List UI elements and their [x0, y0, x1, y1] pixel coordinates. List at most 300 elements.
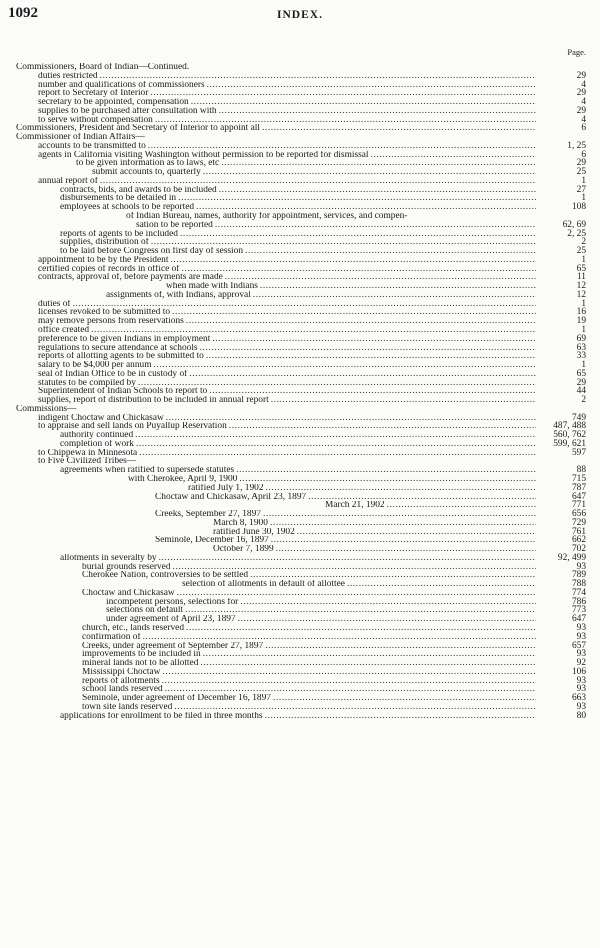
entry-text: allotments in severalty by — [60, 553, 157, 563]
entry-page-ref: 93 — [576, 649, 586, 660]
dot-leader — [253, 291, 536, 300]
entry-page-ref: 29 — [576, 377, 586, 388]
dot-leader — [200, 344, 536, 353]
dot-leader — [273, 694, 536, 703]
entry-page-ref: 1 — [581, 254, 586, 265]
entry-text: sation to be reported — [136, 220, 213, 230]
index-entry — [0, 615, 600, 624]
entry-page-ref: 69 — [576, 333, 586, 344]
index-entry — [0, 63, 600, 72]
dot-leader — [162, 668, 536, 677]
entry-page-ref: 44 — [576, 386, 586, 397]
entry-text: burial grounds reserved — [82, 562, 171, 572]
entry-page-ref: 11 — [576, 272, 586, 283]
entry-text: Commissioners, Board of Indian—Continued. — [16, 63, 190, 72]
entry-leader — [38, 116, 536, 125]
dot-leader — [189, 370, 536, 379]
index-entry — [0, 98, 600, 107]
entry-text: supplies, distribution of — [60, 238, 149, 248]
dot-leader — [203, 168, 536, 177]
index-entry — [0, 230, 600, 239]
entry-text: report to Secretary of Interior — [38, 89, 149, 99]
index-entry — [0, 335, 600, 344]
dot-leader — [263, 510, 536, 519]
entry-page-ref: 702 — [571, 544, 586, 555]
dot-leader — [200, 659, 536, 668]
entry-page-ref: 560, 762 — [553, 430, 586, 441]
entry-page-ref: 27 — [576, 184, 586, 195]
entry-leader — [38, 142, 536, 151]
entry-leader — [60, 203, 536, 212]
entry-page-ref: 774 — [571, 587, 586, 598]
entry-text: Creeks, under agreement of September 27, 1897 — [82, 641, 264, 651]
entry-page-ref: 487, 488 — [553, 421, 586, 432]
dot-leader — [91, 326, 536, 335]
index-entry — [0, 361, 600, 370]
entry-text: selections on default — [106, 606, 184, 616]
entry-text: authority continued — [60, 431, 134, 440]
entry-page-ref: 656 — [571, 509, 586, 520]
entry-page-ref: 6 — [581, 149, 586, 160]
entry-text: submit accounts to, quarterly — [92, 168, 201, 177]
index-entry — [0, 273, 600, 282]
entry-leader — [38, 370, 536, 379]
entry-page-ref: 25 — [576, 246, 586, 257]
entry-text: Commissioners, President and Secretary of Interior to appoint all — [16, 124, 260, 134]
index-entry — [0, 352, 600, 361]
entry-text: secretary to be appointed, compensation — [38, 98, 189, 107]
entry-page-ref: 647 — [571, 491, 586, 502]
index-entries — [0, 63, 600, 720]
dot-leader — [225, 273, 536, 282]
entry-leader — [213, 545, 536, 554]
entry-leader — [38, 256, 536, 265]
entry-text: disbursements to be detailed in — [60, 194, 177, 204]
entry-text: salary to be $4,000 per annum — [38, 361, 152, 370]
page-number: 1092 — [8, 5, 38, 21]
entry-text: may remove persons from reservations — [38, 317, 184, 326]
dot-leader — [271, 536, 536, 545]
entry-leader — [38, 344, 536, 353]
entry-leader — [16, 124, 536, 133]
entry-leader — [82, 685, 536, 694]
index-entry — [0, 633, 600, 642]
entry-page-ref: 25 — [576, 167, 586, 178]
index-entry — [0, 554, 600, 563]
index-entry — [0, 493, 600, 502]
index-entry — [0, 317, 600, 326]
dot-leader — [236, 466, 536, 475]
index-entry — [0, 379, 600, 388]
entry-leader — [82, 589, 536, 598]
entry-text: agreements when ratified to supersede statutes — [60, 466, 235, 475]
entry-text: contracts, approval of, before payments are made — [38, 273, 223, 283]
entry-leader — [76, 159, 536, 168]
entry-page-ref: 19 — [576, 316, 586, 327]
entry-leader — [82, 659, 536, 668]
entry-page-ref: 771 — [571, 500, 586, 511]
entry-page-ref: 93 — [576, 631, 586, 642]
entry-page-ref: 12 — [576, 281, 586, 292]
entry-page-ref: 33 — [576, 351, 586, 362]
index-entry — [0, 571, 600, 580]
entry-page-ref: 65 — [576, 368, 586, 379]
entry-page-ref: 1 — [581, 193, 586, 204]
entry-page-ref: 80 — [576, 710, 586, 721]
index-entry — [0, 545, 600, 554]
entry-leader — [38, 177, 536, 186]
entry-leader — [182, 580, 536, 589]
entry-page-ref: 93 — [576, 701, 586, 712]
entry-page-ref: 93 — [576, 623, 586, 633]
dot-leader — [185, 606, 536, 615]
entry-page-ref: 108 — [571, 202, 586, 213]
entry-text: seal of Indian Office to be in custody of — [38, 369, 188, 379]
entry-page-ref: 788 — [571, 579, 586, 590]
dot-leader — [150, 89, 536, 98]
index-entry — [0, 203, 600, 212]
dot-leader — [138, 379, 536, 388]
index-entry — [0, 81, 600, 90]
entry-page-ref: 62, 69 — [562, 219, 586, 230]
entry-leader — [188, 484, 536, 493]
index-entry — [0, 387, 600, 396]
entry-page-ref: 29 — [576, 70, 586, 81]
entry-page-ref: 4 — [581, 114, 586, 125]
entry-text: school lands reserved — [82, 685, 163, 695]
index-entry — [0, 563, 600, 572]
entry-text: with Cherokee, April 9, 1900 — [128, 474, 238, 484]
index-entry — [0, 247, 600, 256]
entry-text: agents in California visiting Washington without permission to be reported for dismissal — [38, 150, 369, 160]
entry-page-ref: 92 — [576, 658, 586, 669]
entry-page-ref: 93 — [576, 561, 586, 572]
entry-leader — [60, 554, 536, 563]
index-entry — [0, 694, 600, 703]
index-entry — [0, 238, 600, 247]
dot-leader — [139, 449, 536, 458]
entry-leader — [60, 230, 536, 239]
entry-text: ratified June 30, 1902 — [213, 527, 295, 537]
entry-leader — [60, 186, 536, 195]
entry-leader — [38, 308, 536, 317]
entry-leader — [166, 282, 536, 291]
entry-leader — [38, 89, 536, 98]
index-entry — [0, 168, 600, 177]
dot-leader — [229, 422, 536, 431]
index-entry — [0, 598, 600, 607]
entry-page-ref: 65 — [576, 263, 586, 274]
entry-text: to Chippewa in Minnesota — [38, 448, 138, 458]
entry-text: to serve without compensation — [38, 115, 153, 125]
entry-text: Creeks, September 27, 1897 — [155, 510, 261, 519]
entry-text: accounts to be transmitted to — [38, 141, 146, 151]
entry-text: annual report of — [38, 176, 98, 186]
dot-leader — [100, 177, 536, 186]
entry-leader — [60, 247, 536, 256]
page-column-label: Page. — [567, 47, 586, 57]
dot-leader — [162, 677, 536, 686]
dot-leader — [308, 493, 536, 502]
dot-leader — [172, 308, 536, 317]
entry-text: preference to be given Indians in employment — [38, 334, 211, 344]
entry-leader — [38, 352, 536, 361]
entry-leader — [155, 493, 536, 502]
entry-text: to Five Civilized Tribes— — [38, 457, 137, 467]
entry-text: confirmation of — [82, 632, 141, 642]
entry-page-ref: 16 — [576, 307, 586, 318]
dot-leader — [219, 107, 536, 116]
entry-text: office created — [38, 325, 90, 335]
entry-leader — [38, 457, 536, 466]
dot-leader — [186, 624, 536, 633]
entry-leader — [38, 265, 536, 274]
dot-leader — [100, 72, 536, 81]
entry-text: October 7, 1899 — [213, 545, 274, 554]
entry-text: completion of work — [60, 439, 134, 449]
dot-leader — [212, 335, 536, 344]
dot-leader — [165, 685, 536, 694]
index-entry — [0, 484, 600, 493]
entry-text: reports of allotments — [82, 676, 160, 686]
entry-leader — [38, 422, 536, 431]
dot-leader — [371, 151, 536, 160]
entry-page-ref: 761 — [571, 526, 586, 537]
entry-page-ref: 106 — [571, 666, 586, 677]
entry-page-ref: 2, 25 — [567, 228, 586, 239]
index-entry — [0, 300, 600, 309]
dot-leader — [262, 124, 536, 133]
index-entry — [0, 151, 600, 160]
index-entry — [0, 414, 600, 423]
entry-leader — [60, 238, 536, 247]
index-entry — [0, 659, 600, 668]
entry-text: reports of allotting agents to be submitted to — [38, 352, 204, 362]
dot-leader — [196, 203, 536, 212]
dot-leader — [250, 571, 536, 580]
entry-text: selection of allotments in default of allottee — [182, 580, 345, 589]
entry-page-ref: 29 — [576, 158, 586, 169]
entry-leader — [136, 221, 536, 230]
index-entry — [0, 668, 600, 677]
entry-page-ref: 4 — [581, 97, 586, 108]
entry-leader — [38, 379, 536, 388]
entry-page-ref: 1 — [581, 324, 586, 335]
index-entry — [0, 703, 600, 712]
entry-leader — [16, 133, 536, 142]
entry-leader — [60, 712, 536, 721]
index-entry — [0, 308, 600, 317]
entry-leader — [213, 528, 536, 537]
index-entry — [0, 124, 600, 133]
entry-leader — [106, 291, 536, 300]
index-entry — [0, 291, 600, 300]
entry-leader — [60, 194, 536, 203]
entry-leader — [106, 615, 536, 624]
entry-text: improvements to be included in — [82, 650, 201, 660]
index-entry — [0, 194, 600, 203]
dot-leader — [240, 598, 536, 607]
index-entry — [0, 282, 600, 291]
entry-page-ref: 773 — [571, 605, 586, 616]
index-entry — [0, 256, 600, 265]
index-entry — [0, 466, 600, 475]
dot-leader — [207, 81, 536, 90]
entry-leader — [155, 510, 536, 519]
entry-page-ref: 599, 621 — [553, 438, 586, 449]
entry-page-ref: 787 — [571, 482, 586, 493]
entry-text: licenses revoked to be submitted to — [38, 308, 171, 318]
index-entry — [0, 396, 600, 405]
entry-leader — [325, 501, 536, 510]
entry-text: regulations to secure attendance at schools — [38, 343, 198, 353]
index-entry — [0, 685, 600, 694]
entry-text: Commissions— — [16, 404, 77, 414]
dot-leader — [191, 98, 536, 107]
entry-text: March 8, 1900 — [213, 518, 268, 528]
dot-leader — [238, 615, 536, 624]
entry-text: appointment to be by the President — [38, 255, 169, 265]
entry-page-ref: 29 — [576, 88, 586, 99]
entry-page-ref: 93 — [576, 675, 586, 686]
entry-leader — [82, 703, 536, 712]
entry-page-ref: 597 — [571, 447, 586, 458]
entry-page-ref: 663 — [571, 693, 586, 704]
index-entry — [0, 528, 600, 537]
index-entry — [0, 159, 600, 168]
index-entry — [0, 712, 600, 721]
dot-leader — [135, 431, 536, 440]
entry-leader — [38, 151, 536, 160]
index-entry — [0, 650, 600, 659]
index-entry — [0, 624, 600, 633]
dot-leader — [219, 186, 536, 195]
dot-leader — [221, 159, 536, 168]
index-entry — [0, 422, 600, 431]
entry-page-ref: 2 — [581, 237, 586, 248]
dot-leader — [166, 414, 536, 423]
dot-leader — [186, 317, 536, 326]
dot-leader — [177, 589, 536, 598]
entry-page-ref: 657 — [571, 640, 586, 651]
dot-leader — [276, 545, 536, 554]
dot-leader — [265, 712, 536, 721]
entry-page-ref: 2 — [581, 395, 586, 406]
entry-text: duties restricted — [38, 71, 98, 81]
index-entry — [0, 440, 600, 449]
dot-leader — [270, 519, 536, 528]
entry-text: Cherokee Nation, controversies to be settled — [82, 571, 249, 581]
entry-leader — [38, 317, 536, 326]
entry-leader — [155, 536, 536, 545]
entry-leader — [38, 107, 536, 116]
index-entry — [0, 519, 600, 528]
index-entry — [0, 177, 600, 186]
dot-leader — [151, 238, 536, 247]
dot-leader — [266, 484, 536, 493]
entry-text: duties of — [38, 299, 71, 309]
dot-leader — [143, 633, 536, 642]
dot-leader — [215, 221, 536, 230]
dot-leader — [260, 282, 536, 291]
entry-leader — [82, 650, 536, 659]
entry-text: supplies to be purchased after consultation with — [38, 106, 217, 116]
index-entry — [0, 370, 600, 379]
entry-page-ref: 1 — [581, 175, 586, 186]
dot-leader — [148, 142, 536, 151]
entry-text: indigent Choctaw and Chickasaw — [38, 413, 164, 423]
entry-leader — [16, 63, 536, 72]
dot-leader — [178, 194, 536, 203]
entry-leader — [38, 273, 536, 282]
index-entry — [0, 186, 600, 195]
entry-leader — [38, 387, 536, 396]
index-entry — [0, 265, 600, 274]
entry-leader — [38, 449, 536, 458]
entry-page-ref: 6 — [581, 123, 586, 134]
dot-leader — [136, 440, 536, 449]
index-entry — [0, 431, 600, 440]
entry-text: of Indian Bureau, names, authority for appointment, services, and compen- — [126, 212, 408, 221]
entry-page-ref: 1 — [581, 298, 586, 309]
index-entry — [0, 642, 600, 651]
dot-leader — [265, 642, 536, 651]
index-entry — [0, 449, 600, 458]
entry-page-ref: 786 — [571, 596, 586, 607]
entry-page-ref: 4 — [581, 79, 586, 90]
dot-leader — [271, 396, 536, 405]
index-entry — [0, 212, 600, 221]
entry-text: employees at schools to be reported — [60, 203, 195, 213]
entry-text: to be laid before Congress on first day of session — [60, 247, 244, 256]
entry-leader — [60, 466, 536, 475]
entry-leader — [60, 440, 536, 449]
entry-text: ratified July 1, 1902 — [188, 483, 264, 493]
entry-leader — [82, 571, 536, 580]
entry-page-ref: 12 — [576, 289, 586, 300]
entry-text: March 21, 1902 — [325, 501, 385, 511]
entry-leader — [82, 633, 536, 642]
entry-leader — [38, 300, 536, 309]
entry-leader — [16, 405, 536, 414]
entry-text: Commissioner of Indian Affairs— — [16, 133, 145, 142]
index-entry — [0, 580, 600, 589]
dot-leader — [245, 247, 536, 256]
dot-leader — [170, 256, 536, 265]
entry-page-ref: 88 — [576, 465, 586, 476]
entry-leader — [82, 563, 536, 572]
entry-leader — [38, 335, 536, 344]
entry-leader — [82, 694, 536, 703]
index-entry — [0, 457, 600, 466]
dot-leader — [180, 230, 536, 239]
entry-text: Seminole, December 16, 1897 — [155, 536, 269, 546]
entry-text: number and qualifications of commissioners — [38, 80, 205, 90]
dot-leader — [155, 116, 536, 125]
entry-leader — [60, 431, 536, 440]
entry-leader — [106, 606, 536, 615]
dot-leader — [159, 554, 536, 563]
dot-leader — [206, 352, 536, 361]
entry-text: supplies, report of distribution to be included in annual report — [38, 396, 269, 405]
entry-text: applications for enrollment to be filed in three months — [60, 711, 263, 721]
entry-leader — [126, 212, 536, 221]
entry-text: Superintendent of Indian Schools to report to — [38, 387, 208, 397]
index-entry — [0, 107, 600, 116]
entry-text: town site lands reserved — [82, 702, 173, 712]
entry-text: incompetent persons, selections for — [106, 597, 239, 607]
entry-page-ref: 749 — [571, 412, 586, 423]
